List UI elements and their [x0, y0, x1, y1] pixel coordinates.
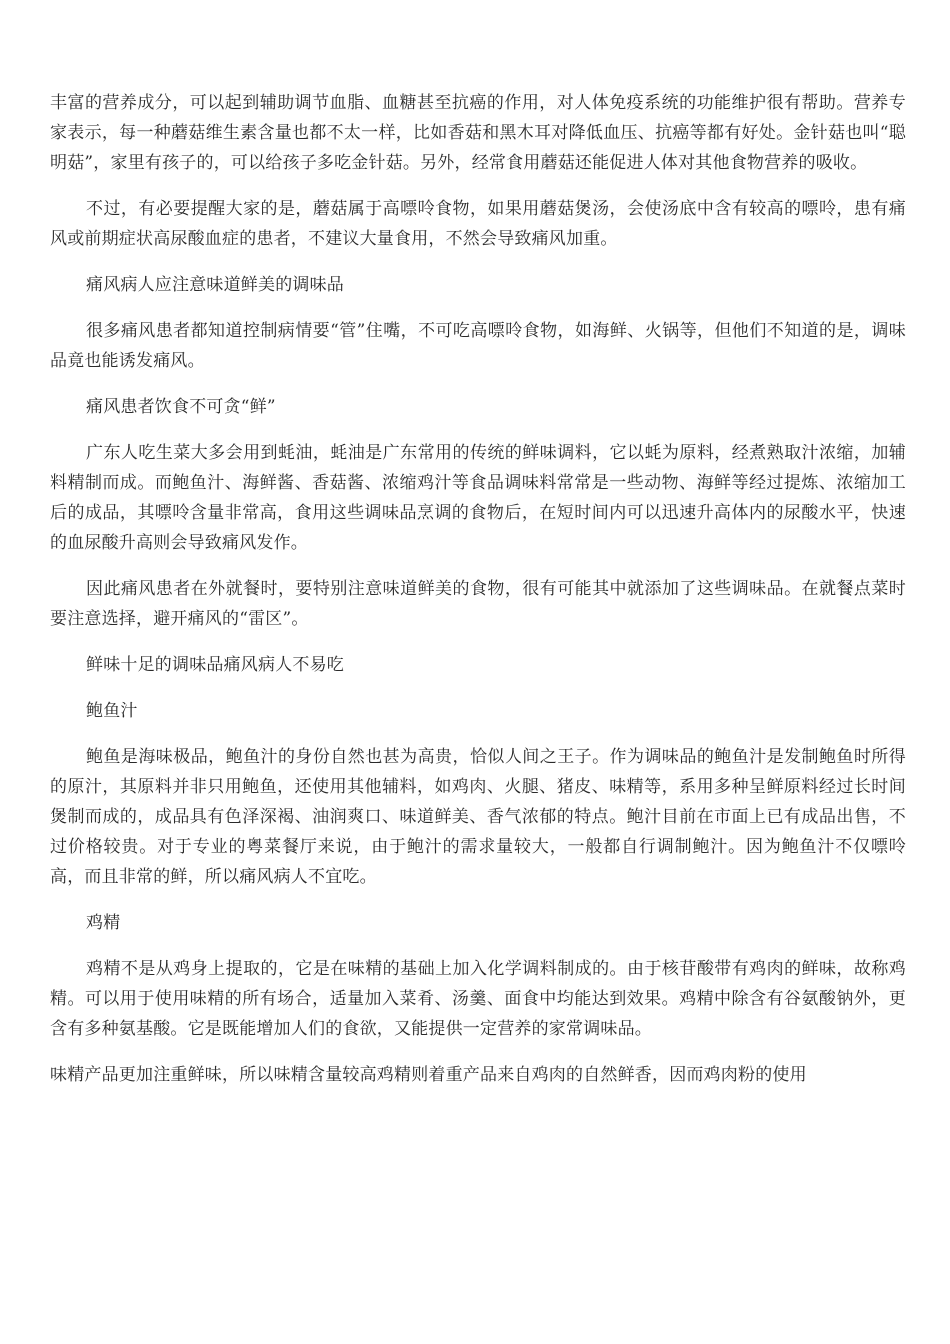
paragraph-seasoning-intro: 很多痛风患者都知道控制病情要“管”住嘴，不可吃高嘌呤食物，如海鲜、火锅等，但他们不知道的是，调味品竟也能诱发痛风。 [50, 321, 906, 371]
paragraph-dining-out: 因此痛风患者在外就餐时，要特别注意味道鲜美的食物，很有可能其中就添加了这些调味品。在就餐点菜时要注意选择，避开痛风的“雷区”。 [50, 579, 906, 629]
paragraph-mushroom-purine-warning: 不过，有必要提醒大家的是，蘑菇属于高嘌呤食物，如果用蘑菇煲汤，会使汤底中含有较高的嘌呤，患有痛风或前期症状高尿酸血症的患者，不建议大量食用，不然会导致痛风加重。 [50, 199, 906, 249]
document-page [50, 88, 906, 1106]
paragraph-mushroom-nutrition: 丰富的营养成分，可以起到辅助调节血脂、血糖甚至抗癌的作用，对人体免疫系统的功能维护很有帮助。营养专家表示，每一种蘑菇维生素含量也都不太一样，比如香菇和黑木耳对降低血压、抗癌等都有好处。金针菇也叫“聪明菇”，家里有孩子的，可以给孩子多吃金针菇。另外，经常食用蘑菇还能促进人体对其他食物营养的吸收。 [50, 93, 906, 173]
paragraph-msg-comparison: 味精产品更加注重鲜味，所以味精含量较高鸡精则着重产品来自鸡肉的自然鲜香，因而鸡肉粉的使用 [50, 1065, 807, 1085]
paragraph-chicken-essence: 鸡精不是从鸡身上提取的，它是在味精的基础上加入化学调料制成的。由于核苷酸带有鸡肉的鲜味，故称鸡精。可以用于使用味精的所有场合，适量加入菜肴、汤羹、面食中均能达到效果。鸡精中除含有谷氨酸钠外，更含有多种氨基酸。它是既能增加人们的食欲，又能提供一定营养的家常调味品。 [50, 959, 906, 1039]
subheading-abalone-sauce: 鲍鱼汁 [86, 701, 138, 721]
subheading-chicken-essence: 鸡精 [86, 913, 121, 933]
section-heading-umami-seasonings: 鲜味十足的调味品痛风病人不易吃 [86, 655, 344, 675]
paragraph-oyster-sauce: 广东人吃生菜大多会用到蚝油，蚝油是广东常用的传统的鲜味调料，它以蚝为原料，经煮熟取汁浓缩，加辅料精制而成。而鲍鱼汁、海鲜酱、香菇酱、浓缩鸡汁等食品调味料常常是一些动物、海鲜等经过提炼、浓缩加工后的成品，其嘌呤含量非常高，食用这些调味品烹调的食物后，在短时间内可以迅速升高体内的尿酸水平，快速的血尿酸升高则会导致痛风发作。 [50, 443, 906, 553]
section-heading-no-umami: 痛风患者饮食不可贪“鲜” [86, 397, 276, 417]
section-heading-seasoning: 痛风病人应注意味道鲜美的调味品 [86, 275, 344, 295]
paragraph-abalone-sauce: 鲍鱼是海味极品，鲍鱼汁的身份自然也甚为高贵，恰似人间之王子。作为调味品的鲍鱼汁是发制鲍鱼时所得的原汁，其原料并非只用鲍鱼，还使用其他辅料，如鸡肉、火腿、猪皮、味精等，系用多种呈鲜原料经过长时间煲制而成的，成品具有色泽深褐、油润爽口、味道鲜美、香气浓郁的特点。鲍汁目前在市面上已有成品出售，不过价格较贵。对于专业的粤菜餐厅来说，由于鲍汁的需求量较大，一般都自行调制鲍汁。因为鲍鱼汁不仅嘌呤高，而且非常的鲜，所以痛风病人不宜吃。 [50, 747, 906, 887]
